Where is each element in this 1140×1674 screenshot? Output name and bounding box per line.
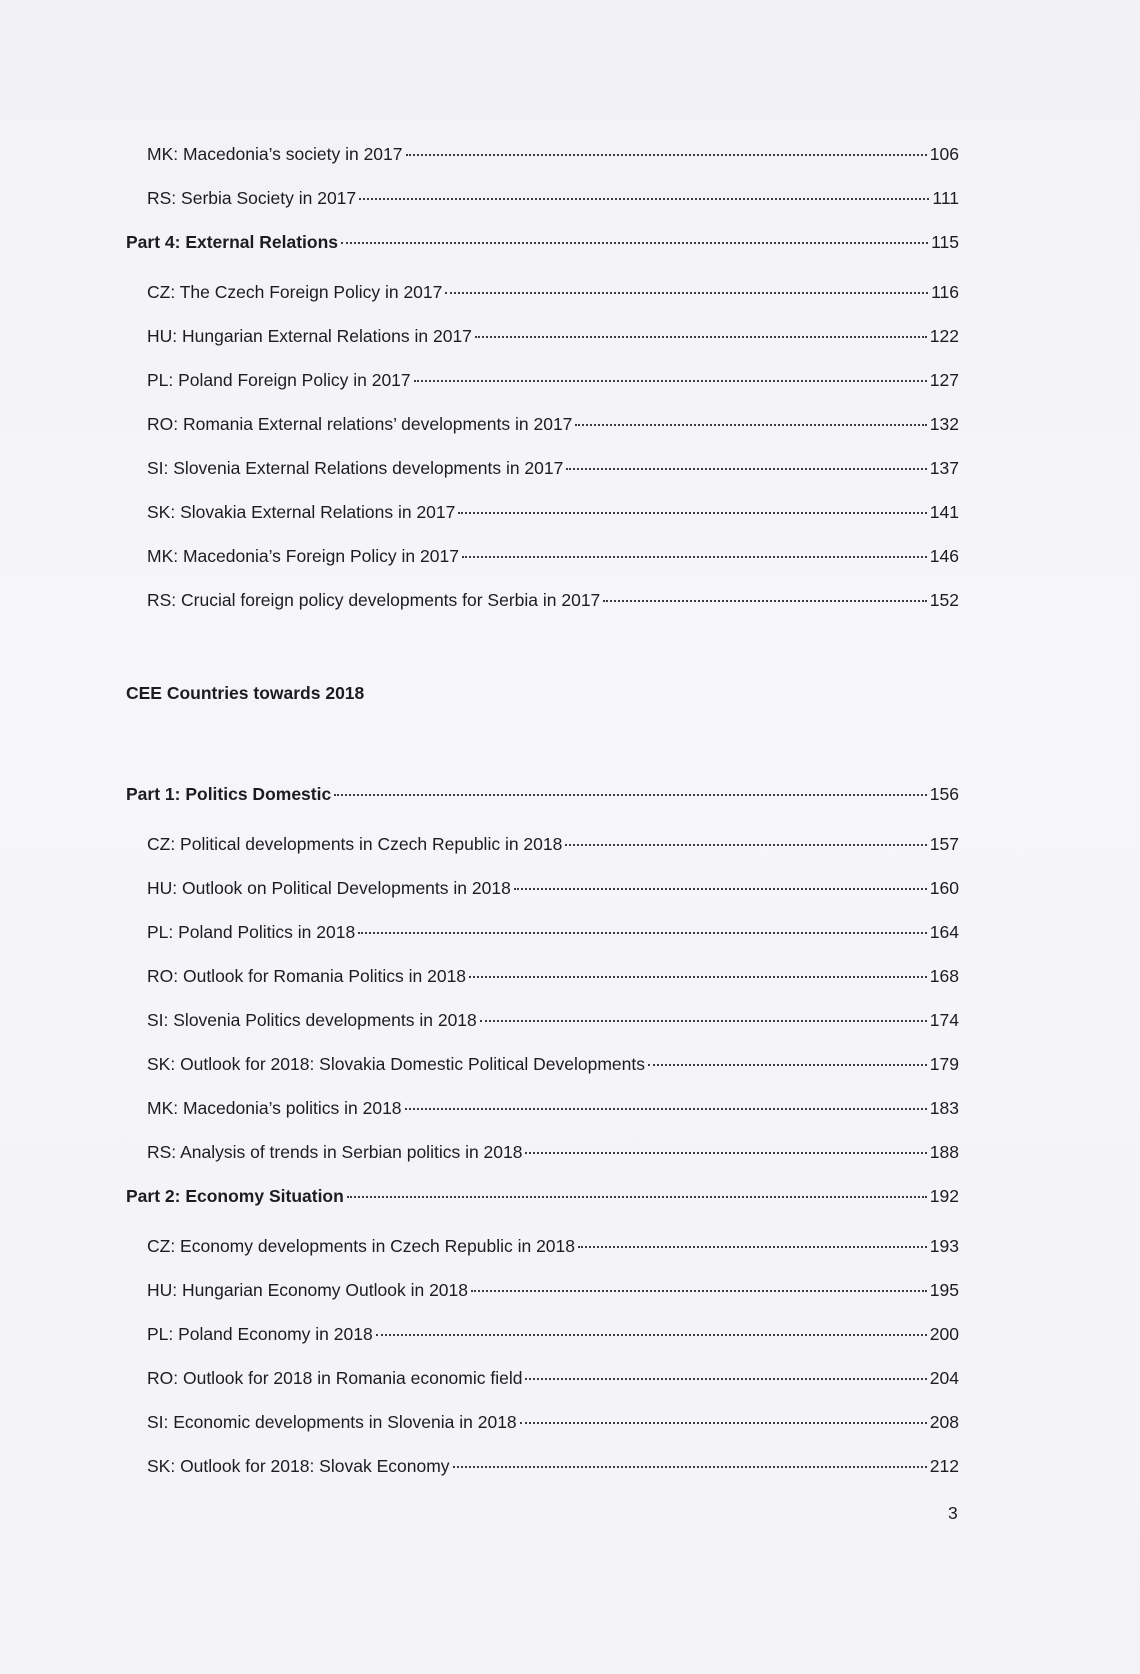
toc-entry-page: 115 <box>931 232 959 252</box>
toc-entry-title: RS: Serbia Society in 2017 <box>147 188 357 208</box>
toc-entry-page: 164 <box>929 922 959 942</box>
toc-entry <box>0 781 1140 807</box>
toc-row <box>126 229 959 255</box>
toc-row <box>147 1365 959 1391</box>
dot-leader <box>514 888 927 890</box>
dot-leader <box>566 468 926 470</box>
toc-row <box>147 1007 959 1033</box>
toc-entry-title: RO: Romania External relations’ developments in 2017 <box>147 414 573 434</box>
toc-entry-page: 160 <box>929 878 959 898</box>
toc-row <box>147 919 959 945</box>
toc-entry-page: 132 <box>929 414 959 434</box>
toc-entry <box>0 1277 1140 1303</box>
toc-entry-title: RS: Crucial foreign policy developments for Serbia in 2017 <box>147 590 601 610</box>
toc-entry <box>0 1051 1140 1077</box>
dot-leader <box>359 198 929 200</box>
toc-entry <box>0 1321 1140 1347</box>
toc-entry-title: Part 2: Economy Situation <box>126 1186 344 1206</box>
toc-entry-page: 193 <box>929 1236 959 1256</box>
toc-row <box>147 1051 959 1077</box>
dot-leader <box>565 844 926 846</box>
toc-entry-page: 192 <box>929 1186 959 1206</box>
toc-entry <box>0 499 1140 525</box>
toc-row <box>147 1277 959 1303</box>
toc-entry <box>0 963 1140 989</box>
toc-entry-page: 208 <box>929 1412 959 1432</box>
toc-entry-title: SK: Outlook for 2018: Slovakia Domestic Political Developments <box>147 1054 646 1074</box>
toc-entry-title: RO: Outlook for 2018 in Romania economic field <box>147 1368 523 1388</box>
toc-entry-title: MK: Macedonia’s society in 2017 <box>147 144 403 164</box>
toc-entry-title: PL: Poland Politics in 2018 <box>147 922 356 942</box>
toc-entry-page: 127 <box>929 370 959 390</box>
toc-entry-title: CZ: The Czech Foreign Policy in 2017 <box>147 282 443 302</box>
dot-leader <box>462 556 927 558</box>
toc-row <box>147 963 959 989</box>
dot-leader <box>453 1466 927 1468</box>
toc-entry-page: 168 <box>929 966 959 986</box>
toc-entry <box>0 1233 1140 1259</box>
toc-entry <box>0 1095 1140 1121</box>
toc-row <box>126 781 959 807</box>
dot-leader <box>358 932 927 934</box>
dot-leader <box>475 336 927 338</box>
toc-entry-title: CZ: Economy developments in Czech Republic in 2018 <box>147 1236 575 1256</box>
toc-entry-title: SI: Economic developments in Slovenia in 2018 <box>147 1412 517 1432</box>
toc-entry-page: 111 <box>932 188 959 208</box>
dot-leader <box>445 292 928 294</box>
toc-entry-title: PL: Poland Foreign Policy in 2017 <box>147 370 411 390</box>
toc-entry-title: RS: Analysis of trends in Serbian politics in 2018 <box>147 1142 523 1162</box>
toc-entry-page: 200 <box>929 1324 959 1344</box>
toc-entry-page: 188 <box>929 1142 959 1162</box>
toc-entry-page: 156 <box>929 784 959 804</box>
toc-entry <box>0 185 1140 211</box>
toc-entry-page: 174 <box>929 1010 959 1030</box>
toc-entry <box>0 875 1140 901</box>
toc-entry-page: 137 <box>929 458 959 478</box>
toc-row <box>147 323 959 349</box>
dot-leader <box>341 242 928 244</box>
dot-leader <box>405 1108 927 1110</box>
toc-row <box>147 499 959 525</box>
toc-entry <box>0 1365 1140 1391</box>
toc-entry <box>0 411 1140 437</box>
toc-entry <box>0 367 1140 393</box>
toc-entry-page: 152 <box>929 590 959 610</box>
toc-row <box>147 875 959 901</box>
dot-leader <box>469 976 927 978</box>
toc-row <box>147 587 959 613</box>
toc-entry <box>0 543 1140 569</box>
dot-leader <box>648 1064 927 1066</box>
dot-leader <box>520 1422 927 1424</box>
toc-row <box>147 455 959 481</box>
dot-leader <box>480 1020 927 1022</box>
dot-leader <box>603 600 927 602</box>
toc-entry-title: HU: Hungarian External Relations in 2017 <box>147 326 472 346</box>
page-number: 3 <box>948 1503 958 1523</box>
toc-entry-title: MK: Macedonia’s Foreign Policy in 2017 <box>147 546 459 566</box>
toc-entry-title: SI: Slovenia External Relations developments in 2017 <box>147 458 564 478</box>
toc-entry-title: MK: Macedonia’s politics in 2018 <box>147 1098 402 1118</box>
toc-row <box>147 1409 959 1435</box>
toc-row <box>147 1095 959 1121</box>
toc-entry <box>0 587 1140 613</box>
dot-leader <box>406 154 927 156</box>
toc-entry <box>0 831 1140 857</box>
toc-entry-title: Part 1: Politics Domestic <box>126 784 332 804</box>
toc-entry <box>0 1183 1140 1209</box>
toc-row <box>147 1453 959 1479</box>
toc-row <box>147 367 959 393</box>
toc-entry-title: CZ: Political developments in Czech Republic in 2018 <box>147 834 563 854</box>
toc-entry-title: HU: Outlook on Political Developments in 2018 <box>147 878 511 898</box>
dot-leader <box>575 424 926 426</box>
toc-entry-page: 122 <box>929 326 959 346</box>
toc-entry <box>0 455 1140 481</box>
toc-entry-page: 183 <box>929 1098 959 1118</box>
toc-entry-page: 179 <box>929 1054 959 1074</box>
toc-entry-page: 106 <box>929 144 959 164</box>
dot-leader <box>458 512 926 514</box>
toc-entry <box>0 323 1140 349</box>
toc-entry-page: 204 <box>929 1368 959 1388</box>
toc-entry <box>0 1453 1140 1479</box>
dot-leader <box>334 794 927 796</box>
toc-entry-title: SK: Outlook for 2018: Slovak Economy <box>147 1456 450 1476</box>
toc-entry <box>0 279 1140 305</box>
toc-entry <box>0 919 1140 945</box>
dot-leader <box>525 1378 926 1380</box>
toc-entry-page: 141 <box>929 502 959 522</box>
toc-entry <box>0 1409 1140 1435</box>
toc-entry-page: 157 <box>929 834 959 854</box>
toc-row <box>147 141 959 167</box>
toc-entry-page: 212 <box>929 1456 959 1476</box>
toc-row <box>147 185 959 211</box>
toc-entry <box>0 141 1140 167</box>
dot-leader <box>414 380 927 382</box>
toc-entry-title: SI: Slovenia Politics developments in 2018 <box>147 1010 477 1030</box>
toc-entry-page: 195 <box>929 1280 959 1300</box>
toc-entry-page: 116 <box>931 282 959 302</box>
section-heading: CEE Countries towards 2018 <box>126 683 365 703</box>
toc-row <box>147 1139 959 1165</box>
toc-row <box>147 411 959 437</box>
toc-entry-title: PL: Poland Economy in 2018 <box>147 1324 373 1344</box>
toc-entry-title: SK: Slovakia External Relations in 2017 <box>147 502 456 522</box>
dot-leader <box>471 1290 927 1292</box>
toc-entry-title: Part 4: External Relations <box>126 232 339 252</box>
toc-entry-page: 146 <box>929 546 959 566</box>
toc-entry <box>0 1139 1140 1165</box>
toc-entry-title: RO: Outlook for Romania Politics in 2018 <box>147 966 467 986</box>
toc-row <box>147 1321 959 1347</box>
toc-row <box>147 831 959 857</box>
toc-row <box>126 1183 959 1209</box>
dot-leader <box>376 1334 927 1336</box>
dot-leader <box>578 1246 927 1248</box>
dot-leader <box>525 1152 926 1154</box>
toc-entry <box>0 1007 1140 1033</box>
toc-entry <box>0 229 1140 255</box>
toc-row <box>147 1233 959 1259</box>
toc-row <box>147 279 959 305</box>
dot-leader <box>347 1196 927 1198</box>
toc-entry-title: HU: Hungarian Economy Outlook in 2018 <box>147 1280 469 1300</box>
toc-row <box>147 543 959 569</box>
